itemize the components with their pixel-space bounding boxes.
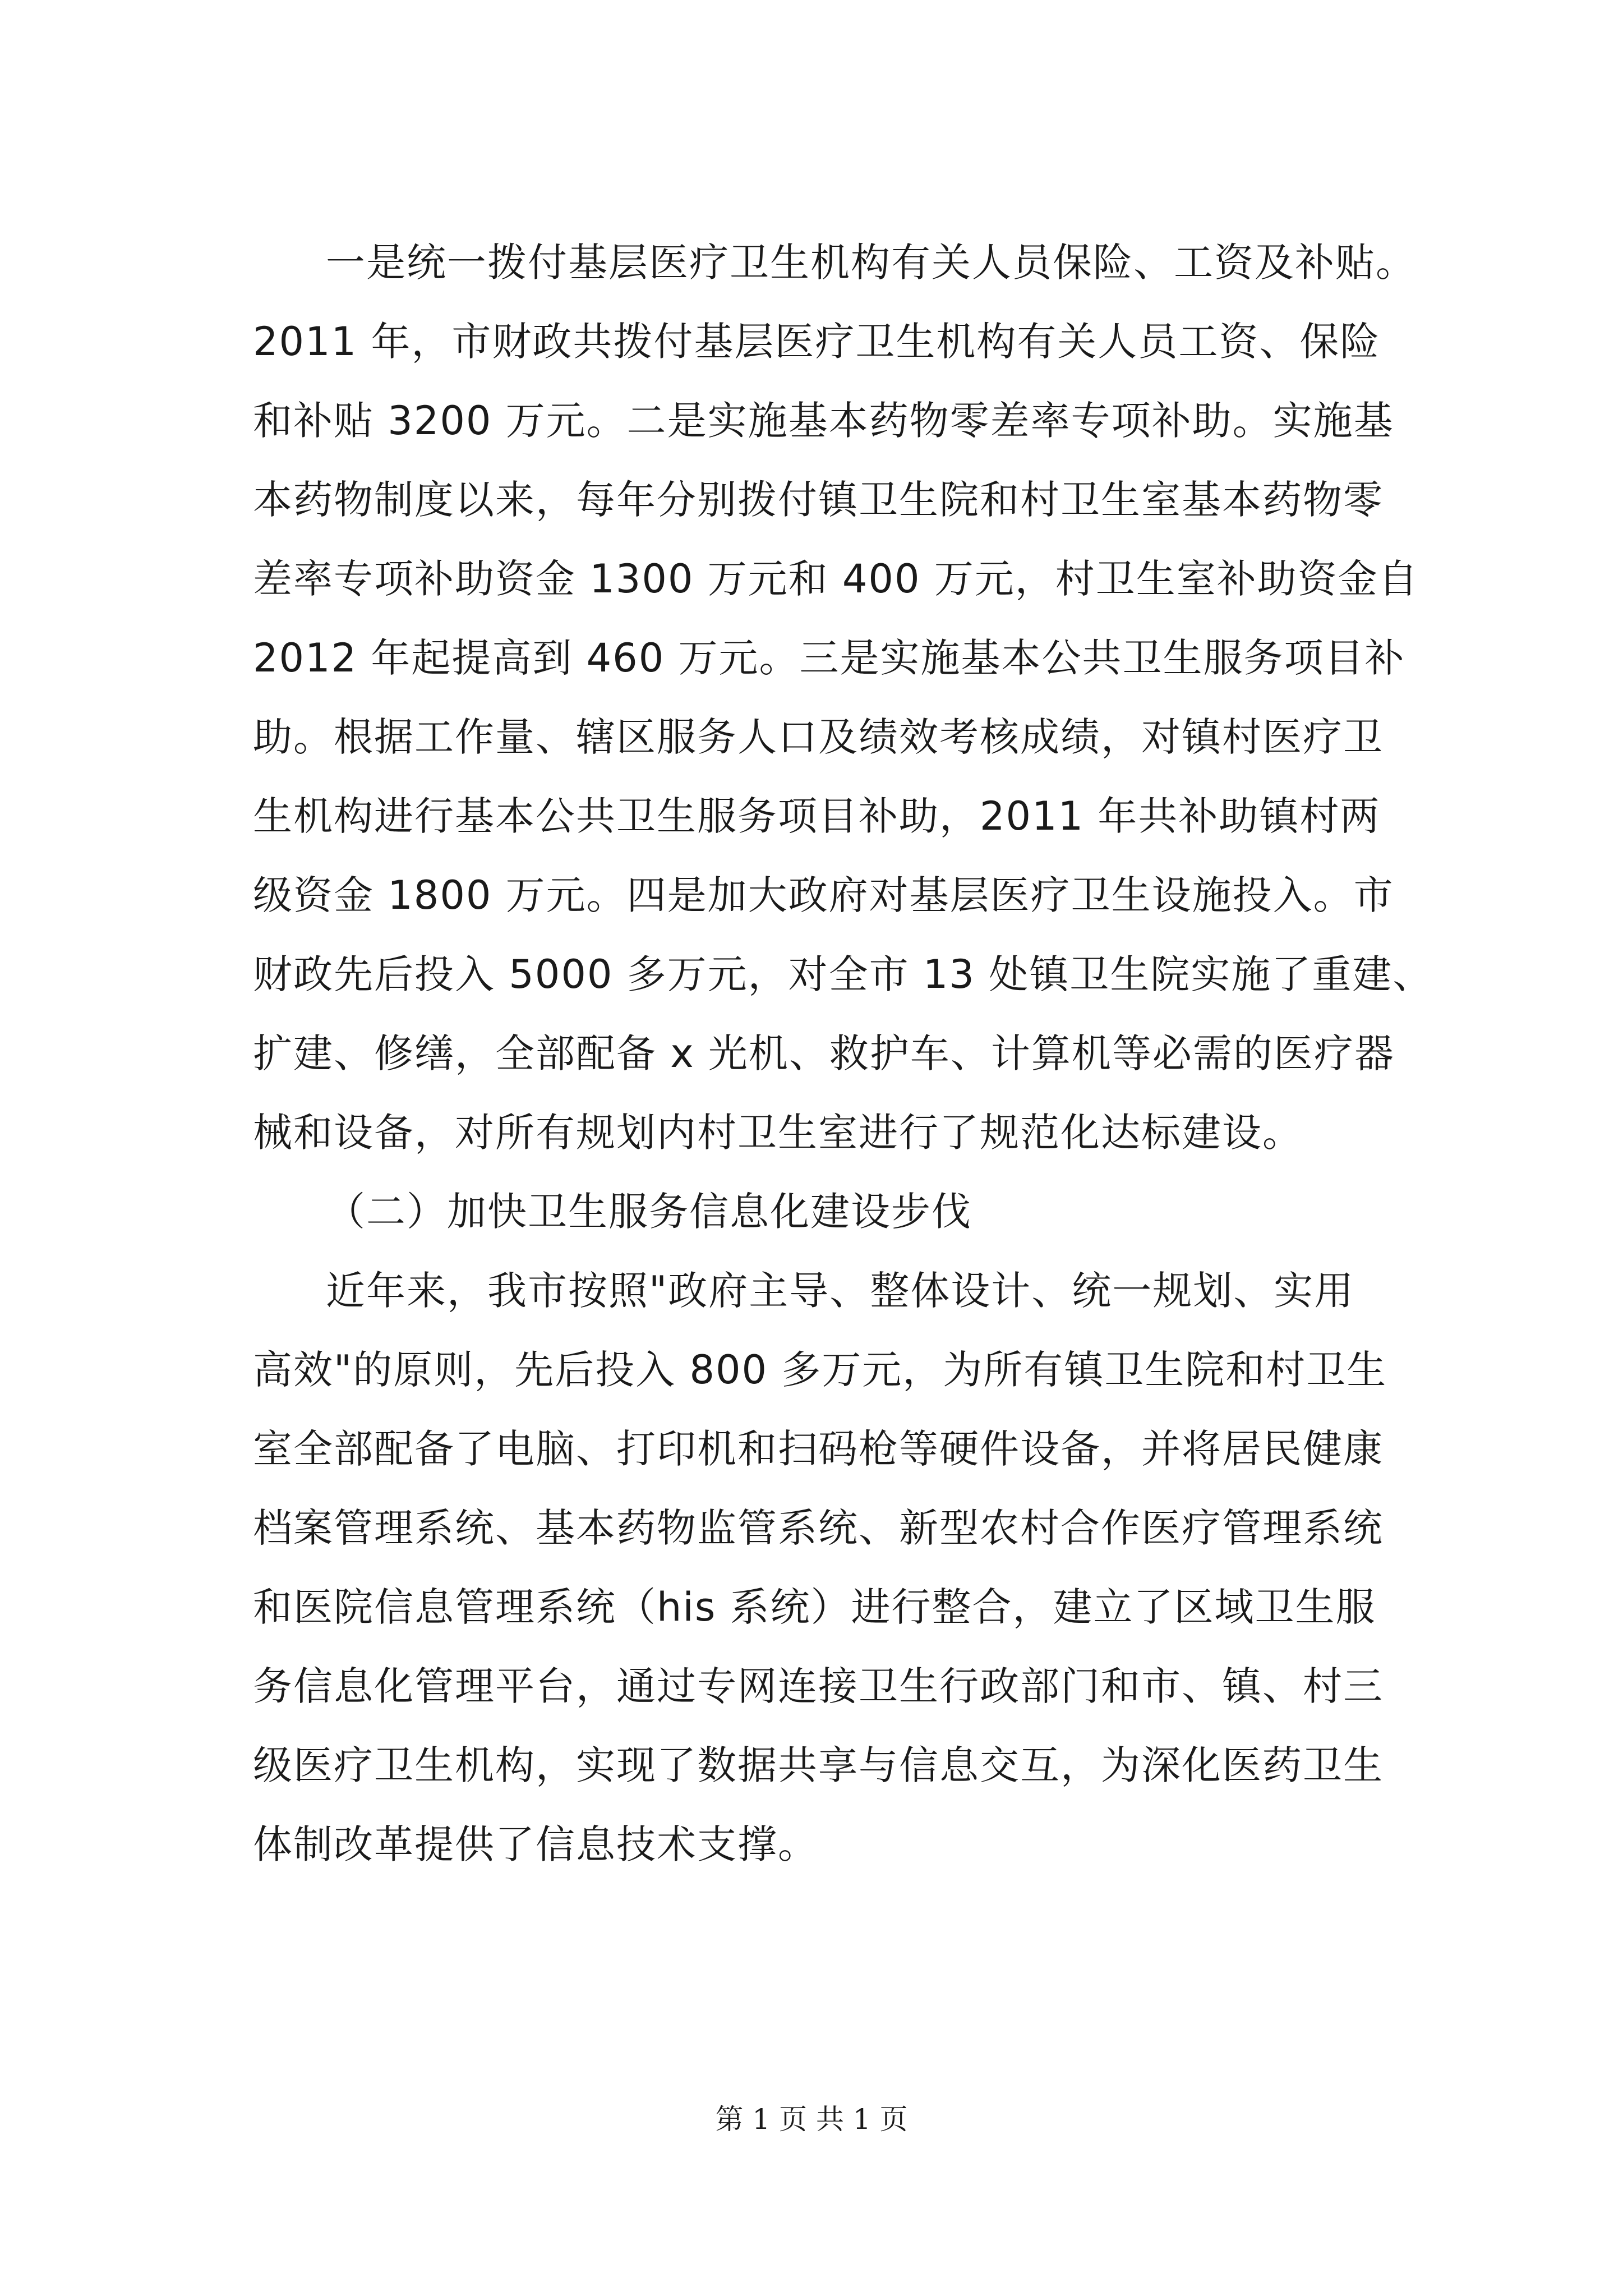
paragraph-line: 械和设备，对所有规划内村卫生室进行了规范化达标建设。	[253, 1110, 1303, 1156]
paragraph-line: 2012 年起提高到 460 万元。三是实施基本公共卫生服务项目补	[253, 635, 1405, 681]
paragraph-line: 近年来，我市按照"政府主导、整体设计、统一规划、实用	[326, 1268, 1355, 1314]
paragraph-line: 级资金 1800 万元。四是加大政府对基层医疗卫生设施投入。市	[253, 872, 1394, 918]
paragraph-line: 助。根据工作量、辖区服务人口及绩效考核成绩，对镇村医疗卫	[253, 714, 1384, 760]
paragraph-line: 财政先后投入 5000 多万元，对全市 13 处镇卫生院实施了重建、	[253, 951, 1433, 997]
paragraph-line: 体制改革提供了信息技术支撑。	[253, 1821, 818, 1867]
paragraph-line: 级医疗卫生机构，实现了数据共享与信息交互，为深化医药卫生	[253, 1742, 1384, 1788]
paragraph-line: 本药物制度以来，每年分别拨付镇卫生院和村卫生室基本药物零	[253, 477, 1384, 523]
paragraph-line: 高效"的原则，先后投入 800 多万元，为所有镇卫生院和村卫生	[253, 1347, 1387, 1393]
paragraph-line: 生机构进行基本公共卫生服务项目补助，2011 年共补助镇村两	[253, 793, 1381, 839]
paragraph-line: 室全部配备了电脑、打印机和扫码枪等硬件设备，并将居民健康	[253, 1426, 1384, 1472]
paragraph-line: 2011 年，市财政共拨付基层医疗卫生机构有关人员工资、保险	[253, 319, 1381, 365]
paragraph-line: 和补贴 3200 万元。二是实施基本药物零差率专项补助。实施基	[253, 398, 1394, 444]
paragraph-line: 务信息化管理平台，通过专网连接卫生行政部门和市、镇、村三	[253, 1663, 1384, 1709]
section-heading: （二）加快卫生服务信息化建设步伐	[326, 1189, 972, 1235]
paragraph-line: 档案管理系统、基本药物监管系统、新型农村合作医疗管理系统	[253, 1505, 1384, 1551]
body-text	[253, 223, 1433, 1884]
paragraph-line: 一是统一拨付基层医疗卫生机构有关人员保险、工资及补贴。	[326, 240, 1416, 286]
page-number-footer: 第 1 页 共 1 页	[715, 2103, 908, 2136]
paragraph-line: 差率专项补助资金 1300 万元和 400 万元，村卫生室补助资金自	[253, 556, 1419, 602]
paragraph-line: 和医院信息管理系统（his 系统）进行整合，建立了区域卫生服	[253, 1584, 1376, 1630]
paragraph-line: 扩建、修缮，全部配备 x 光机、救护车、计算机等必需的医疗器	[253, 1030, 1395, 1076]
